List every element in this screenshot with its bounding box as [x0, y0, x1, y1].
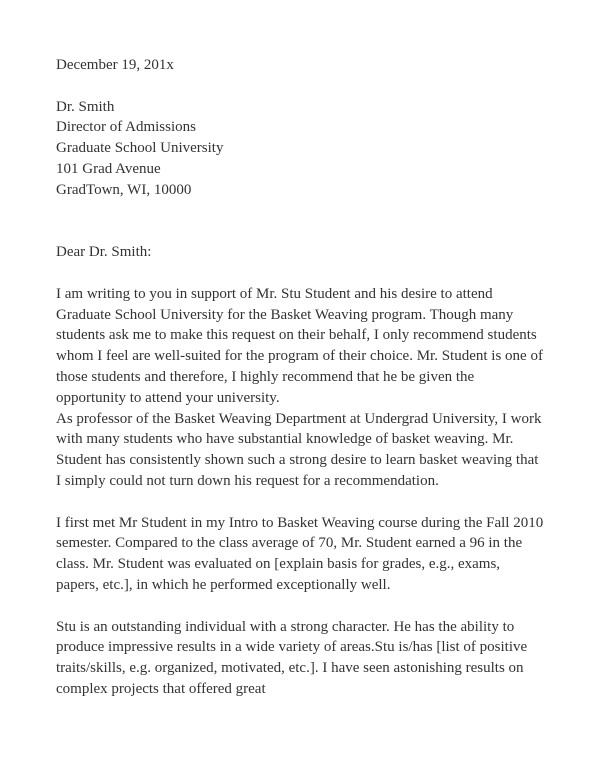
spacer-before-salutation [56, 221, 545, 242]
recipient-name: Dr. Smith [56, 98, 115, 115]
recipient-organization: Graduate School University [56, 140, 224, 157]
spacer-before-paragraph-4 [56, 596, 545, 617]
recipient-city-state-zip: GradTown, WI, 10000 [56, 181, 192, 198]
body-paragraph-3: I first met Mr Student in my Intro to Basket Weaving course during the Fall 2010 semester. Compared to the class average of 70, Mr. Student earned a 96 in the class. Mr. Student was evaluated on [explain basis for grades, e.g., exams, papers, etc.], in which he performed exceptionally well. [56, 514, 544, 593]
body-paragraph-2: As professor of the Basket Weaving Department at Undergrad University, I work with many students who have substantial knowledge of basket weaving. Mr. Student has consistently shown such a strong desire to learn basket weaving that I simply could not turn down his request for a recommendation. [56, 410, 542, 489]
spacer-after-date [56, 76, 545, 97]
letter-body [56, 55, 545, 700]
recipient-address-block [56, 97, 545, 201]
recipient-street: 101 Grad Avenue [56, 160, 161, 177]
spacer-after-address [56, 201, 545, 222]
body-paragraph-4: Stu is an outstanding individual with a strong character. He has the ability to produce impressive results in a wide variety of areas.Stu is/has [list of positive traits/skills, e.g. organized, motivated, etc.]. I have seen astonishing results on complex projects that offered great [56, 618, 528, 697]
recipient-title: Director of Admissions [56, 119, 196, 136]
letter-date: December 19, 201x [56, 57, 174, 73]
body-paragraph-1: I am writing to you in support of Mr. Stu Student and his desire to attend Graduate School University for the Basket Weaving program. Though many students ask me to make this request on their behalf, I only recommend students whom I feel are well-suited for the program of their choice. Mr. Student is one of those students and therefore, I highly recommend that he be given the opportunity to attend your university. [56, 285, 543, 406]
letter-salutation: Dear Dr. Smith: [56, 244, 152, 261]
spacer-after-salutation [56, 263, 545, 284]
spacer-before-paragraph-3 [56, 492, 545, 513]
